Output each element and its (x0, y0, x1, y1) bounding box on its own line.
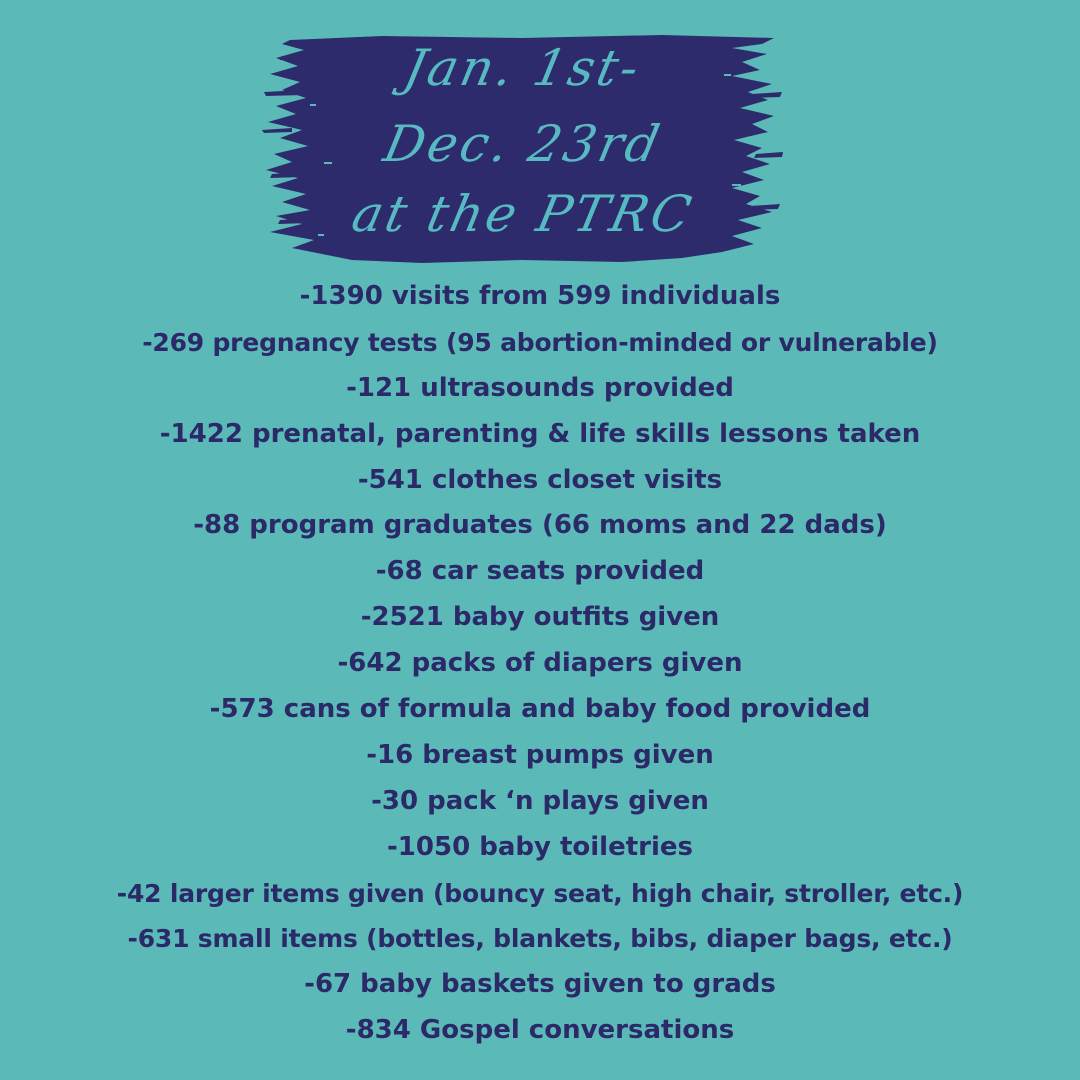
title-line-location: at the PTRC (347, 185, 699, 243)
stat-item: -834 Gospel conversations (345, 1015, 735, 1046)
stat-item: -1390 visits from 599 individuals (299, 281, 781, 311)
stat-item: -67 baby baskets given to grads (304, 969, 776, 1000)
stat-item: -121 ultrasounds provided (346, 372, 734, 403)
title-line-date-end: Dec. 23rd (378, 115, 668, 173)
stat-item: -631 small items (bottles, blankets, bibs, diaper bags, etc.) (127, 924, 953, 954)
stat-item: -642 packs of diapers given (337, 648, 743, 679)
stat-item: -573 cans of formula and baby food provided (209, 694, 871, 725)
stat-item: -16 breast pumps given (366, 739, 714, 770)
stats-list (0, 274, 1080, 1054)
stat-item: -88 program graduates (66 moms and 22 dads) (193, 510, 887, 541)
title-text (262, 34, 784, 264)
stat-item: -1050 baby toiletries (387, 831, 693, 862)
stat-item: -541 clothes closet visits (357, 464, 723, 495)
stat-item: -30 pack ‘n plays given (371, 785, 709, 816)
stat-item: -42 larger items given (bouncy seat, high chair, stroller, etc.) (116, 878, 964, 908)
title-line-date-start: Jan. 1st- (399, 39, 647, 97)
stat-item: -1422 prenatal, parenting & life skills lessons taken (159, 418, 921, 449)
stat-item: -269 pregnancy tests (95 abortion-minded or vulnerable) (142, 327, 938, 357)
stat-item: -68 car seats provided (375, 556, 705, 587)
title-banner (262, 34, 784, 264)
stat-item: -2521 baby outfits given (360, 602, 720, 633)
